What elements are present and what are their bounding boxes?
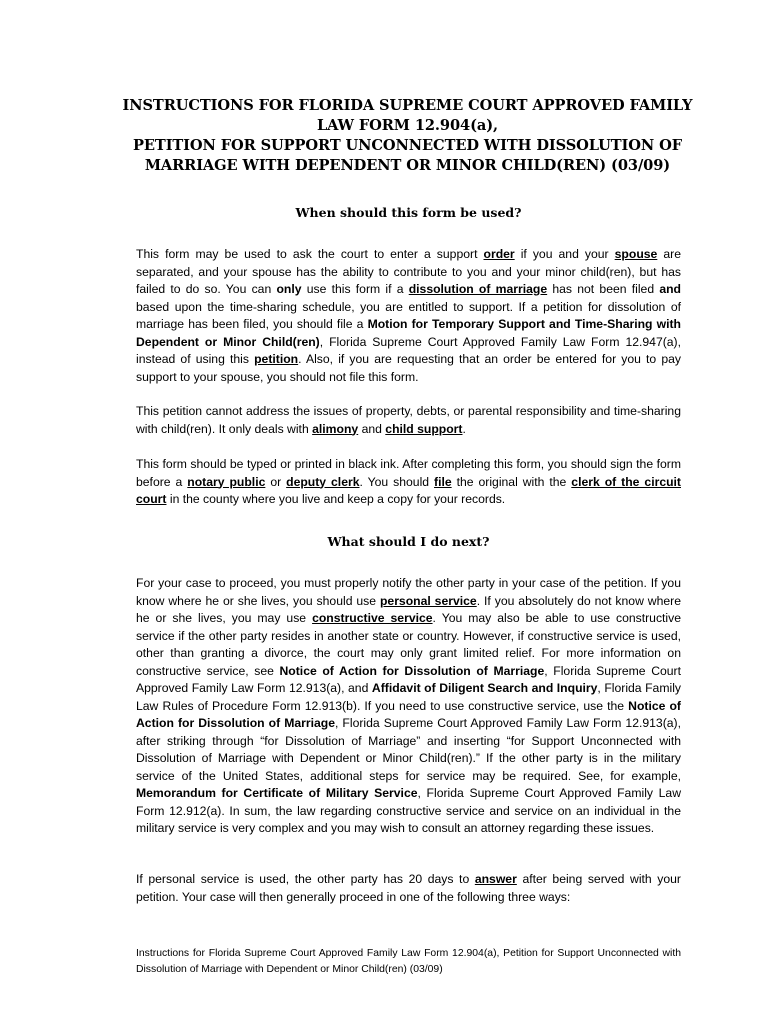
page-footer: Instructions for Florida Supreme Court Approved Family Law Form 12.904(a), Petition for Support Unconnected with Dissolution of Marriage with Dependent or Minor Child(ren) (03/09) bbox=[136, 948, 681, 975]
paragraph-when-1: This form may be used to ask the court to enter a support order if you and your spouse are separated, and your spouse has the ability to contribute to you and your minor child(ren), but has failed to do so. You can only use this form if a dissolution of marriage has not been filed and based upon the time-sharing schedule, you are entitled to support. If a petition for dissolution of marriage has been filed, you should file a Motion for Temporary Support and Time-Sharing with Dependent or Minor Child(ren), Florida Supreme Court Approved Family Law Form 12.947(a), instead of using this petition. Also, if you are requesting that an order be entered for you to pay support to your spouse, you should not file this form. bbox=[136, 247, 681, 384]
link-order[interactable]: order bbox=[483, 247, 515, 261]
link-answer[interactable]: answer bbox=[474, 872, 517, 886]
link-alimony[interactable]: alimony bbox=[312, 421, 359, 436]
paragraph-when-2: This petition cannot address the issues of property, debts, or parental responsibility and time-sharing with child(ren). It only deals with alimony and child support. bbox=[136, 404, 681, 436]
link-deputy-clerk[interactable]: deputy clerk bbox=[286, 474, 360, 489]
section-heading-next: What should I do next? bbox=[327, 534, 490, 549]
link-dissolution-of-marriage[interactable]: dissolution of marriage bbox=[408, 282, 548, 296]
paragraph-when-3: This form should be typed or printed in black ink. After completing this form, you should sign the form before a notary public or deputy clerk. You should file the original with the clerk of the circuit court in the county where you live and keep a copy for your records. bbox=[136, 457, 681, 506]
link-file[interactable]: file bbox=[434, 474, 452, 489]
paragraph-next-1: For your case to proceed, you must properly notify the other party in your case of the petition. If you know where he or she lives, you should use personal service. If you absolutely do not know where he or she lives, you may use constructive service. You may also be able to use constructive service if the other party resides in another state or country. However, if constructive service is used, other than granting a divorce, the court may only grant limited relief. For more information on constructive service, see Notice of Action for Dissolution of Marriage, Florida Supreme Court Approved Family Law Form 12.913(a), and Affidavit of Diligent Search and Inquiry, Florida Family Law Rules of Procedure Form 12.913(b). If you need to use constructive service, use the Notice of Action for Dissolution of Marriage, Florida Supreme Court Approved Family Law Form 12.913(a), after striking through “for Dissolution of Marriage” and inserting “for Support Unconnected with Dissolution of Marriage with Dependent or Minor Child(ren).” If the other party is in the military service of the United States, additional steps for service may be required. See, for example, Memorandum for Certificate of Military Service, Florida Supreme Court Approved Family Law Form 12.912(a). In sum, the law regarding constructive service and service on an individual in the military service is very complex and you may wish to consult an attorney regarding these issues. bbox=[136, 576, 682, 835]
title-line-3: PETITION FOR SUPPORT UNCONNECTED WITH DISSOLUTION OF bbox=[133, 137, 682, 154]
title-line-2: LAW FORM 12.904(a), bbox=[316, 117, 499, 134]
paragraph-next-2: If personal service is used, the other party has 20 days to answer after being served with your petition. Your case will then generally proceed in one of the following three ways: bbox=[136, 872, 681, 904]
section-heading-when: When should this form be used? bbox=[295, 205, 522, 220]
link-personal-service[interactable]: personal service bbox=[379, 593, 477, 608]
link-petition[interactable]: petition bbox=[254, 352, 299, 366]
title-line-4: MARRIAGE WITH DEPENDENT OR MINOR CHILD(REN) (03/09) bbox=[144, 157, 671, 174]
link-notary-public[interactable]: notary public bbox=[187, 474, 266, 489]
link-spouse[interactable]: spouse bbox=[614, 247, 658, 261]
link-constructive-service[interactable]: constructive service bbox=[312, 611, 433, 625]
link-child-support[interactable]: child support bbox=[385, 421, 463, 436]
link-clerk-of-circuit-court[interactable]: clerk of the circuit court bbox=[136, 474, 681, 506]
title-line-1: INSTRUCTIONS FOR FLORIDA SUPREME COURT APPROVED FAMILY bbox=[122, 97, 693, 114]
document-title bbox=[100, 96, 715, 176]
